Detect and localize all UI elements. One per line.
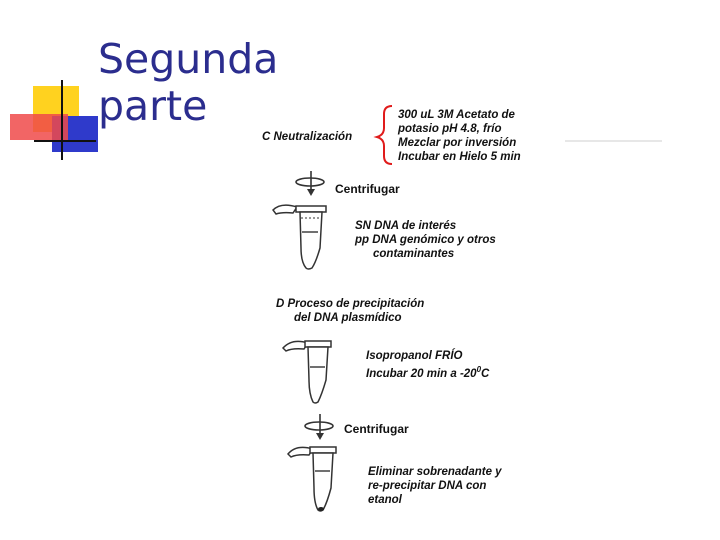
centrifuge-arrow-1 [296,171,324,196]
step-c-label: C Neutralización [262,131,353,143]
neutralization-note-line: potasio pH 4.8, frío [398,123,502,135]
final-note-line: Eliminar sobrenadante y [368,466,502,478]
final-note-line: etanol [368,494,402,506]
step-d-line: D Proceso de precipitación [276,298,425,310]
centrifuge-arrow-2 [305,414,333,440]
neutralization-note-line: Incubar en Hielo 5 min [398,151,521,163]
pellet [318,507,324,511]
microtube-3 [288,447,336,511]
neutralization-notes [398,108,521,164]
supernatant-note-line: contaminantes [373,248,455,260]
isopropanol-temp-superscript: 0 [476,365,482,374]
neutralization-note-line: 300 uL 3M Acetato de [398,109,515,121]
neutralization-note-line: Mezclar por inversión [398,137,517,149]
step-d-line: del DNA plasmídico [294,312,402,324]
isopropanol-note [366,349,489,381]
slide-title-line-2: parte [98,82,208,130]
step-d-label [276,297,424,325]
isopropanol-temp-unit: C [481,367,490,380]
microtube-2 [283,341,331,403]
supernatant-note-line: pp DNA genómico y otros [355,234,496,246]
red-brace [377,106,392,164]
slide-title-line-1: Segunda [98,35,279,83]
supernatant-note-line: SN DNA de interés [355,220,457,232]
isopropanol-note-line-2 [366,363,489,381]
microtube-1 [273,205,326,269]
isopropanol-note-line-1: Isopropanol FRÍO [366,350,463,362]
centrifuge-label-2: Centrifugar [344,422,409,436]
centrifuge-label-1: Centrifugar [335,182,400,196]
isopropanol-temp-text: Incubar 20 min a -20 [366,367,477,380]
final-note [368,465,502,507]
supernatant-note [355,219,496,261]
final-note-line: re-precipitar DNA con [368,480,487,492]
